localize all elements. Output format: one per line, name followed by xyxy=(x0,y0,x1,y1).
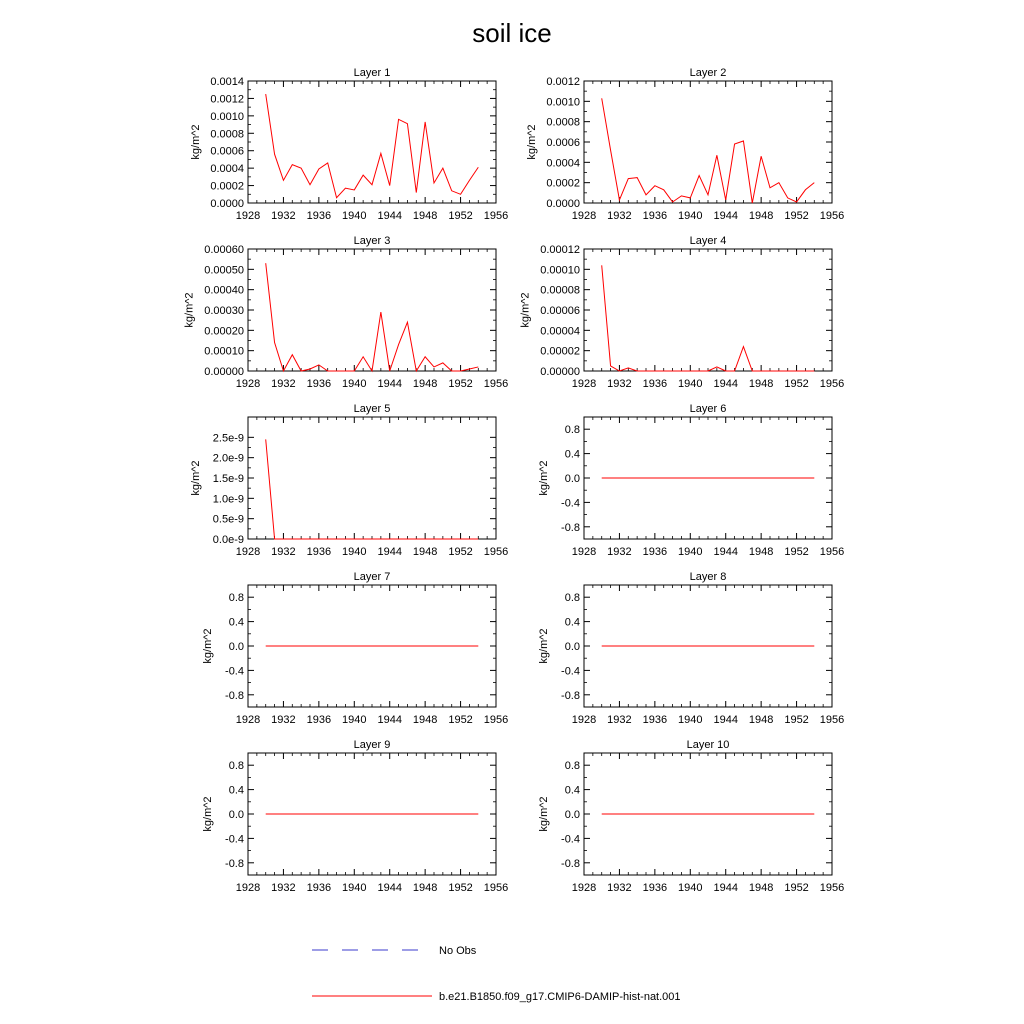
y-tick-label: 2.0e-9 xyxy=(212,452,244,465)
x-tick-label: 1944 xyxy=(713,378,738,390)
x-tick-label: 1928 xyxy=(235,882,261,894)
x-tick-label: 1940 xyxy=(342,546,367,558)
panel-layer-7 xyxy=(202,571,508,726)
x-tick-label: 1956 xyxy=(483,546,509,558)
x-tick-label: 1948 xyxy=(412,378,438,390)
x-tick-label: 1944 xyxy=(713,546,738,558)
x-tick-label: 1928 xyxy=(571,882,597,894)
legend-label-no-obs: No Obs xyxy=(439,945,477,957)
panel-layer-10 xyxy=(538,739,844,894)
panel-title: Layer 1 xyxy=(353,67,391,79)
y-tick-label: 0.0002 xyxy=(546,177,580,190)
y-tick-label: 0.8 xyxy=(228,760,244,773)
y-tick-label: 1.5e-9 xyxy=(212,473,244,485)
x-tick-label: 1940 xyxy=(342,378,367,390)
y-tick-label: 0.0004 xyxy=(210,163,244,176)
y-tick-label: 0.0008 xyxy=(546,116,580,129)
panel-title: Layer 7 xyxy=(353,571,391,583)
x-tick-label: 1932 xyxy=(607,546,632,558)
y-tick-label: -0.8 xyxy=(561,521,580,534)
y-tick-label: 0.0002 xyxy=(210,180,244,193)
panels xyxy=(184,67,845,894)
y-tick-label: 0.0006 xyxy=(546,137,580,149)
x-tick-label: 1956 xyxy=(819,546,845,558)
legend-label-model: b.e21.B1850.f09_g17.CMIP6-DAMIP-hist-nat.001 xyxy=(439,991,681,1003)
x-tick-label: 1952 xyxy=(784,882,809,894)
x-tick-label: 1936 xyxy=(306,546,332,558)
x-tick-label: 1936 xyxy=(642,546,668,558)
x-tick-label: 1936 xyxy=(306,714,332,726)
legend xyxy=(312,945,681,1003)
y-tick-label: -0.8 xyxy=(561,689,580,702)
panel-layer-2 xyxy=(526,67,844,222)
x-tick-label: 1936 xyxy=(306,882,332,894)
panel-layer-1 xyxy=(190,67,508,222)
plot-frame xyxy=(248,249,496,371)
y-tick-label: 0.4 xyxy=(564,616,580,629)
x-tick-label: 1928 xyxy=(235,546,261,558)
x-tick-label: 1952 xyxy=(784,210,809,222)
x-tick-label: 1932 xyxy=(607,210,632,222)
y-tick-label: 0.00002 xyxy=(540,345,580,358)
x-tick-label: 1956 xyxy=(819,882,845,894)
y-axis-label: kg/m^2 xyxy=(519,292,532,328)
y-tick-label: 0.0 xyxy=(228,809,244,821)
y-tick-label: -0.4 xyxy=(561,833,580,846)
x-tick-label: 1940 xyxy=(678,714,703,726)
x-tick-label: 1928 xyxy=(571,714,597,726)
x-tick-label: 1944 xyxy=(377,714,402,726)
x-tick-label: 1928 xyxy=(235,714,261,726)
y-tick-label: -0.4 xyxy=(561,497,580,510)
panel-layer-6 xyxy=(538,403,844,558)
y-tick-label: 0.0000 xyxy=(210,198,244,210)
x-tick-label: 1928 xyxy=(235,210,261,222)
x-tick-label: 1932 xyxy=(607,378,632,390)
y-tick-label: 0.0010 xyxy=(546,96,580,109)
y-axis-label: kg/m^2 xyxy=(538,628,551,664)
y-axis-label: kg/m^2 xyxy=(189,124,202,160)
x-tick-label: 1956 xyxy=(819,378,845,390)
panel-title: Layer 6 xyxy=(689,403,727,415)
y-tick-label: 0.00000 xyxy=(540,366,580,378)
x-tick-label: 1948 xyxy=(412,546,438,558)
x-tick-label: 1944 xyxy=(377,882,402,894)
y-tick-label: 0.00010 xyxy=(540,264,580,277)
x-tick-label: 1944 xyxy=(377,546,402,558)
x-tick-label: 1952 xyxy=(448,210,473,222)
x-tick-label: 1956 xyxy=(483,882,509,894)
x-tick-label: 1940 xyxy=(678,210,703,222)
y-tick-label: 0.8 xyxy=(228,592,244,605)
y-tick-label: -0.8 xyxy=(225,689,244,702)
x-tick-label: 1932 xyxy=(271,714,296,726)
x-tick-label: 1956 xyxy=(483,210,509,222)
y-tick-label: 0.0e-9 xyxy=(212,534,244,546)
x-tick-label: 1936 xyxy=(642,378,668,390)
y-axis-label: kg/m^2 xyxy=(538,460,551,496)
x-tick-label: 1952 xyxy=(784,546,809,558)
x-tick-label: 1928 xyxy=(571,210,597,222)
y-tick-label: 0.4 xyxy=(564,784,580,797)
y-tick-label: -0.8 xyxy=(561,857,580,870)
y-tick-label: 0.00012 xyxy=(540,244,580,256)
panel-title: Layer 4 xyxy=(689,235,727,247)
x-tick-label: 1952 xyxy=(448,882,473,894)
x-tick-label: 1944 xyxy=(713,210,738,222)
x-tick-label: 1932 xyxy=(271,882,296,894)
y-axis-label: kg/m^2 xyxy=(202,628,215,664)
panel-title: Layer 10 xyxy=(686,739,730,751)
x-tick-label: 1936 xyxy=(306,378,332,390)
y-tick-label: 0.0008 xyxy=(210,128,244,141)
panel-layer-3 xyxy=(184,235,509,390)
x-tick-label: 1948 xyxy=(748,546,774,558)
y-tick-label: 0.0012 xyxy=(546,76,580,88)
x-tick-label: 1932 xyxy=(271,378,296,390)
x-tick-label: 1940 xyxy=(678,378,703,390)
y-tick-label: 0.8 xyxy=(564,592,580,605)
panel-title: Layer 5 xyxy=(353,403,391,415)
y-tick-label: 0.00000 xyxy=(204,366,244,378)
y-axis-label: kg/m^2 xyxy=(525,124,538,160)
y-tick-label: 0.00030 xyxy=(204,305,244,317)
y-tick-label: 0.8 xyxy=(564,760,580,773)
series-line xyxy=(266,94,479,198)
x-tick-label: 1952 xyxy=(448,714,473,726)
x-tick-label: 1948 xyxy=(748,210,774,222)
y-tick-label: 0.00020 xyxy=(204,325,244,338)
x-tick-label: 1944 xyxy=(377,210,402,222)
plot-frame xyxy=(584,81,832,203)
x-tick-label: 1944 xyxy=(713,714,738,726)
y-tick-label: 0.0004 xyxy=(546,157,580,170)
y-tick-label: 0.00060 xyxy=(204,244,244,256)
y-tick-label: 0.0 xyxy=(564,473,580,485)
x-tick-label: 1948 xyxy=(748,378,774,390)
x-tick-label: 1936 xyxy=(642,882,668,894)
series-line xyxy=(602,265,815,371)
y-tick-label: -0.4 xyxy=(225,833,244,846)
y-tick-label: 1.0e-9 xyxy=(212,493,244,506)
y-tick-label: -0.8 xyxy=(225,857,244,870)
y-axis-label: kg/m^2 xyxy=(202,796,215,832)
y-tick-label: 0.8 xyxy=(564,424,580,437)
plot-frame xyxy=(248,417,496,539)
series-line xyxy=(266,439,479,539)
x-tick-label: 1944 xyxy=(377,378,402,390)
y-tick-label: 0.4 xyxy=(228,616,244,629)
y-axis-label: kg/m^2 xyxy=(189,460,202,496)
x-tick-label: 1956 xyxy=(483,378,509,390)
y-tick-label: -0.4 xyxy=(225,665,244,678)
y-tick-label: 0.00040 xyxy=(204,284,244,297)
y-tick-label: 0.00004 xyxy=(540,325,580,338)
figure-title: soil ice xyxy=(472,18,552,48)
x-tick-label: 1952 xyxy=(448,546,473,558)
x-tick-label: 1932 xyxy=(271,210,296,222)
series-line xyxy=(602,98,815,203)
x-tick-label: 1940 xyxy=(342,210,367,222)
y-tick-label: 0.00008 xyxy=(540,284,580,297)
panel-title: Layer 8 xyxy=(689,571,727,583)
panel-layer-9 xyxy=(202,739,508,894)
x-tick-label: 1948 xyxy=(748,714,774,726)
panel-title: Layer 9 xyxy=(353,739,391,751)
x-tick-label: 1928 xyxy=(571,546,597,558)
x-tick-label: 1944 xyxy=(713,882,738,894)
x-tick-label: 1928 xyxy=(235,378,261,390)
y-tick-label: 2.5e-9 xyxy=(212,432,244,445)
x-tick-label: 1956 xyxy=(483,714,509,726)
x-tick-label: 1952 xyxy=(784,714,809,726)
x-tick-label: 1936 xyxy=(306,210,332,222)
y-tick-label: 0.00010 xyxy=(204,345,244,358)
x-tick-label: 1956 xyxy=(819,714,845,726)
y-tick-label: 0.0010 xyxy=(210,110,244,123)
y-tick-label: 0.0 xyxy=(228,641,244,653)
y-tick-label: 0.0014 xyxy=(210,76,244,88)
plot-frame xyxy=(584,249,832,371)
x-tick-label: 1940 xyxy=(342,714,367,726)
y-tick-label: 0.5e-9 xyxy=(212,513,244,526)
panel-layer-4 xyxy=(520,235,845,390)
panel-title: Layer 3 xyxy=(353,235,391,247)
y-tick-label: 0.4 xyxy=(564,448,580,461)
series-line xyxy=(266,263,479,371)
y-tick-label: -0.4 xyxy=(561,665,580,678)
y-tick-label: 0.4 xyxy=(228,784,244,797)
x-tick-label: 1936 xyxy=(642,210,668,222)
y-tick-label: 0.0006 xyxy=(210,145,244,158)
x-tick-label: 1940 xyxy=(678,882,703,894)
panel-layer-8 xyxy=(538,571,844,726)
y-tick-label: 0.0000 xyxy=(546,198,580,210)
panel-title: Layer 2 xyxy=(689,67,727,79)
x-tick-label: 1952 xyxy=(784,378,809,390)
x-tick-label: 1932 xyxy=(271,546,296,558)
panel-layer-5 xyxy=(190,403,508,558)
x-tick-label: 1932 xyxy=(607,882,632,894)
x-tick-label: 1948 xyxy=(412,714,438,726)
y-axis-label: kg/m^2 xyxy=(538,796,551,832)
y-tick-label: 0.0 xyxy=(564,809,580,821)
y-tick-label: 0.0 xyxy=(564,641,580,653)
x-tick-label: 1952 xyxy=(448,378,473,390)
x-tick-label: 1948 xyxy=(748,882,774,894)
y-tick-label: 0.0012 xyxy=(210,93,244,106)
x-tick-label: 1936 xyxy=(642,714,668,726)
y-axis-label: kg/m^2 xyxy=(183,292,196,328)
x-tick-label: 1928 xyxy=(571,378,597,390)
x-tick-label: 1948 xyxy=(412,882,438,894)
x-tick-label: 1948 xyxy=(412,210,438,222)
y-tick-label: 0.00006 xyxy=(540,305,580,317)
x-tick-label: 1956 xyxy=(819,210,845,222)
x-tick-label: 1940 xyxy=(342,882,367,894)
y-tick-label: 0.00050 xyxy=(204,264,244,277)
x-tick-label: 1932 xyxy=(607,714,632,726)
x-tick-label: 1940 xyxy=(678,546,703,558)
